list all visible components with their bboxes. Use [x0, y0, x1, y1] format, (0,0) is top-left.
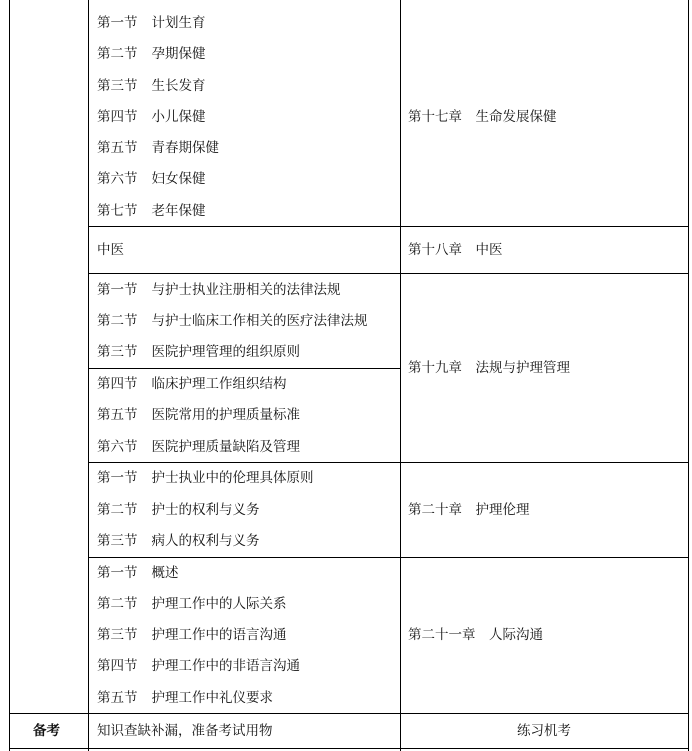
- section-item: 第三节 生长发育: [97, 78, 206, 94]
- table-border-left: [9, 0, 10, 751]
- column-divider-1: [88, 0, 89, 751]
- chapter-title: 第二十章 护理伦理: [408, 502, 530, 518]
- section-item: 第二节 与护士临床工作相关的医疗法律法规: [97, 313, 368, 329]
- section-item: 第二节 护士的权利与义务: [97, 502, 260, 518]
- section-item: 第一节 与护士执业注册相关的法律法规: [97, 282, 341, 298]
- row-content: 知识查缺补漏，准备考试用物: [97, 723, 273, 739]
- section-item: 第六节 医院护理质量缺陷及管理: [97, 439, 300, 455]
- row-label: 备考: [33, 723, 60, 739]
- section-item: 第二节 孕期保健: [97, 46, 206, 62]
- section-item: 第五节 医院常用的护理质量标准: [97, 407, 300, 423]
- section-item: 第五节 护理工作中礼仪要求: [97, 690, 273, 706]
- row-divider: [88, 557, 689, 558]
- chapter-title: 第十七章 生命发展保健: [408, 109, 557, 125]
- chapter-title: 第十八章 中医: [408, 242, 503, 258]
- section-item: 第四节 小儿保健: [97, 109, 206, 125]
- table-border-bottom: [9, 748, 689, 749]
- row-divider: [88, 462, 689, 463]
- table-border-right: [688, 0, 689, 751]
- section-item: 第七节 老年保健: [97, 203, 206, 219]
- row-note: 练习机考: [517, 723, 571, 739]
- section-item: 第一节 计划生育: [97, 15, 206, 31]
- row-divider: [88, 368, 401, 369]
- section-item: 第一节 概述: [97, 565, 179, 581]
- section-item: 第一节 护士执业中的伦理具体原则: [97, 470, 314, 486]
- row-divider: [88, 273, 689, 274]
- chapter-title: 第十九章 法规与护理管理: [408, 360, 570, 376]
- row-divider: [9, 713, 689, 714]
- section-item: 第六节 妇女保健: [97, 171, 206, 187]
- section-item: 第五节 青春期保健: [97, 140, 219, 156]
- section-item: 第三节 医院护理管理的组织原则: [97, 344, 300, 360]
- row-divider: [88, 226, 689, 227]
- column-divider-2: [400, 0, 401, 751]
- section-item: 第二节 护理工作中的人际关系: [97, 596, 287, 612]
- section-item: 第四节 护理工作中的非语言沟通: [97, 658, 300, 674]
- section-item: 第三节 病人的权利与义务: [97, 533, 260, 549]
- section-item: 第三节 护理工作中的语言沟通: [97, 627, 287, 643]
- chapter-title: 第二十一章 人际沟通: [408, 627, 543, 643]
- section-item: 第四节 临床护理工作组织结构: [97, 376, 287, 392]
- section-item: 中医: [97, 242, 124, 258]
